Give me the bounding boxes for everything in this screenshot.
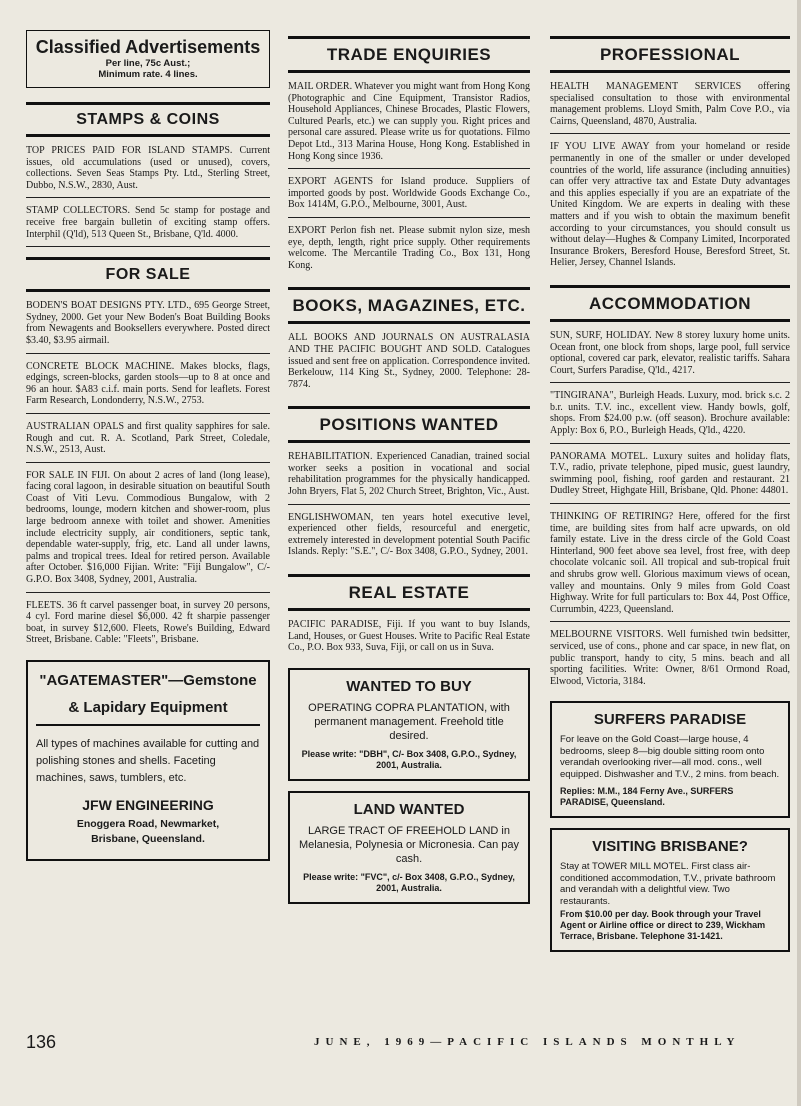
ad-live-away: IF YOU LIVE AWAY from your homeland or reside permanently in one of the smaller or under developed countries of the world, life assurance (including annuities) can offer very attractive tax and Estate Duty advantages and this applies especially if you are an expatriate of the United Kingdom. We are experts in dealing with these matters and if you wish to obtain the maximum benefit according to your circumstances, you should consult us without delay—Hughes & Company Limited, Incorporated Insurance Brokers, Beresford House, Beresford Street, St. Helier, Jersey, Channel Islands. (550, 141, 790, 269)
ad-rehabilitation: REHABILITATION. Experienced Canadian, trained social worker seeks a position in vocational and social rehabilitation programmes for the physically handicapped. John Bryers, Flat 5, 202 Church Street, Brighton, Vic., Aust. (288, 451, 530, 504)
wanted-to-buy-box (288, 668, 530, 781)
ad-fleets-boats: FLEETS. 36 ft carvel passenger boat, in survey 20 persons, 4 cyl. Ford marine diesel $6,000. 42 ft sharpie passenger boat, in survey $12,600. Fleets, Rowe's Building, Edward Street, Brisbane. Cable: "Fleets", Brisbane. (26, 599, 270, 646)
surfers-reply: Replies: M.M., 184 Ferny Ave., SURFERS PARADISE, Queensland. (560, 786, 734, 808)
classified-rate-line2: Minimum rate. 4 lines. (98, 69, 198, 80)
visiting-brisbane-box (550, 828, 790, 952)
ad-stamps-top-prices: TOP PRICES PAID FOR ISLAND STAMPS. Current issues, old accumulations (used or unused), covers, collections. Seven Seas Stamps Pty. Ltd., Sterling Street, Dubbo, N.S.W., 2830, Aust. (26, 145, 270, 198)
footer-title: JUNE, 1969—PACIFIC ISLANDS MONTHLY (314, 1036, 741, 1048)
ad-fiji-bungalow: FOR SALE IN FIJI. On about 2 acres of land (long lease), facing coral lagoon, in desirable situation on beautiful South Coast of Viti Levu. Commodious Bungalow, with 2 bedrooms, lounge, modern kitchen and shower-room, plus large bedroom annexe with toilet and shower. Amenities include electricity supply, air conditioners, septic tank, dependable water-supply, frig, etc. Land all under lawns, palms and tropical trees. Ideal for retired person. Available after October. $16,000 Fijian. Write: "Fiji Bungalow", C/- G.P.O. Box 3408, Sydney, 2001, Australia. (26, 470, 270, 593)
ad-bodens-boat: BODEN'S BOAT DESIGNS PTY. LTD., 695 George Street, Sydney, 2000. Get your New Boden's Boat Building Books from Newagents and Booksellers everywhere. Posted direct $3.40, $3.95 airmail. (26, 300, 270, 353)
wanted-body: OPERATING COPRA PLANTATION, with permanent management. Freehold title desired. (308, 701, 510, 742)
ad-stamp-collectors: STAMP COLLECTORS. Send 5c stamp for postage and receive free bargain bulletin of exciting stamp offers. Interphil (Q'ld), 513 Queen St., Brisbane, Q'ld. 4000. (26, 205, 270, 247)
visiting-title: VISITING BRISBANE? (592, 838, 748, 856)
surfers-paradise-box (550, 701, 790, 818)
heading-books: BOOKS, MAGAZINES, ETC. (288, 287, 530, 324)
ad-sun-surf-holiday: SUN, SURF, HOLIDAY. New 8 storey luxury home units. Ocean front, one block from shops, large pool, full service optional, covered car park, elevator, realistic tariffs. Sahara Court, Surfers Paradise, Q'ld., 4217. (550, 330, 790, 383)
ad-australian-opals: AUSTRALIAN OPALS and first quality sapphires for sale. Rough and cut. R. A. Scotland, Park Street, Coledale, N.S.W., 2513, Aust. (26, 421, 270, 463)
agatemaster-box (26, 660, 270, 861)
agate-body: All types of machines available for cutting and polishing stones and shells. Faceting machines, saws, tumblers, etc. (36, 738, 260, 784)
agate-address-1: Enoggera Road, Newmarket, (76, 818, 220, 830)
land-title: LAND WANTED (353, 800, 465, 818)
ad-melbourne-visitors: MELBOURNE VISITORS. Well furnished twin bedsitter, serviced, use of cons., phone and car space, in new flat, on public transport, handy to city, 5 mins. beach and all sporting facilities. Write: Owner, 8/61 Ormond Road, Elwood, Victoria, 3184. (550, 629, 790, 687)
visiting-body: Stay at TOWER MILL MOTEL. First class air-conditioned accommodation, T.V., private bathroom and verandah with a delightful view. Two restaurants. (560, 861, 776, 907)
ad-mail-order: MAIL ORDER. Whatever you might want from Hong Kong (Photographic and Cine Equipment, Transistor Radios, Household Appliances, Chinese Brocades, Plastic Flowers, Cultured Pearls, etc.) we can supply you. Right prices and personal care assured. Please write us for quotations. Filmo Depot Ltd., 313 Marina House, Hong Kong. Established in Hong Kong since 1936. (288, 81, 530, 169)
heading-trade-enquiries: TRADE ENQUIRIES (288, 36, 530, 73)
agate-divider (36, 724, 260, 726)
heading-for-sale: FOR SALE (26, 257, 270, 292)
ad-thinking-retiring: THINKING OF RETIRING? Here, offered for the first time, are building sites from half acre upwards, on old family estate. Live in the dress circle of the Gold Coast Hinterland, 900 feet above sea level, frost free, with deep chocolate volcanic soil. All tropical and sub-tropical fruit and shrubs grow well. Glorious maximum views of ocean, valley and mountains. Only 9 miles from Gold Coast Highway. Write for full particulars to: Box 44, Post Office, Currumbin, 4223, Queensland. (550, 511, 790, 622)
heading-real-estate: REAL ESTATE (288, 574, 530, 611)
ad-tingirana: "TINGIRANA", Burleigh Heads. Luxury, mod. brick s.c. 2 b.r. units. T.V. inc., excellent view. Handy bowls, golf, shops. From $24.00 p.w. (off season). Brochure available: Apply: Box 6, P.O., Burleigh Heads, Q'ld., 4220. (550, 390, 790, 443)
heading-positions-wanted: POSITIONS WANTED (288, 406, 530, 443)
agate-title-2: & Lapidary Equipment (68, 699, 228, 716)
column-right (550, 30, 790, 952)
ad-books-journals: ALL BOOKS AND JOURNALS ON AUSTRALASIA AND THE PACIFIC BOUGHT AND SOLD. Catalogues issued and sent free on application. Correspondence invited. Berkelouw, 114 King St., Sydney, 2000. Telephone: 28-7874. (288, 332, 530, 390)
wanted-reply: Please write: "DBH", C/- Box 3408, G.P.O., Sydney, 2001, Australia. (301, 748, 517, 770)
page-edge-shadow (797, 0, 801, 1106)
classified-rate-line1: Per line, 75c Aust.; (105, 58, 191, 69)
ad-export-agents: EXPORT AGENTS for Island produce. Suppliers of imported goods by post. Worldwide Goods Exchange Co., Box 1414M, G.P.O., Melbourne, 3001, Aust. (288, 176, 530, 218)
land-reply: Please write: "FVC", c/- Box 3408, G.P.O., Sydney, 2001, Australia. (303, 871, 515, 893)
agate-company: JFW ENGINEERING (82, 797, 214, 813)
column-middle (288, 30, 530, 904)
ad-englishwoman: ENGLISHWOMAN, ten years hotel executive level, experienced other fields, resourceful and energetic, extremely interested in development potential South Pacific Islands. Reply: "S.E.", C/- Box 3408, G.P.O., Sydney, 2001. (288, 511, 530, 558)
wanted-title: WANTED TO BUY (346, 677, 472, 695)
surfers-body: For leave on the Gold Coast—large house, 4 bedrooms, sleep 8—big double sitting room onto verandah overlooking river—all mod. cons., well equipped. Dishwasher and T.V., 2 mins. from beach. (560, 734, 780, 780)
ad-export-perlon: EXPORT Perlon fish net. Please submit nylon size, mesh eye, depth, length, right price supply. Other requirements welcome. The Mercantile Trading Co., Box 131, Hong Kong. (288, 224, 530, 271)
heading-accommodation: ACCOMMODATION (550, 285, 790, 322)
ad-pacific-paradise: PACIFIC PARADISE, Fiji. If you want to buy Islands, Land, Houses, or Guest Houses. Write to Pacific Real Estate Co., P.O. Box 933, Suva, Fiji, or call on us in Suva. (288, 619, 530, 654)
surfers-title: SURFERS PARADISE (593, 711, 747, 729)
ad-concrete-block: CONCRETE BLOCK MACHINE. Makes blocks, flags, edgings, screen-blocks, garden stools—up to 8 at once and 96 an hour. $A83 c.i.f. main ports. Send for leaflets. Forest Farm Research, Londonderry, N.S.W., 2753. (26, 361, 270, 414)
land-wanted-box (288, 791, 530, 904)
visiting-bold: From $10.00 per day. Book through your Travel Agent or Airline office or direct to 239, Wickham Terrace, Brisbane. Telephone 31-1421. (560, 909, 766, 942)
agate-address-2: Brisbane, Queensland. (91, 833, 205, 845)
heading-stamps-coins: STAMPS & COINS (26, 102, 270, 137)
agate-title-1: "AGATEMASTER"—Gemstone (39, 672, 257, 689)
heading-professional: PROFESSIONAL (550, 36, 790, 73)
ad-health-management: HEALTH MANAGEMENT SERVICES offering specialised consultation to those with environmental management problems. Lloyd Smith, Palm Cove P.O., via Cairns, Queensland, 4870, Australia. (550, 81, 790, 134)
ad-panorama-motel: PANORAMA MOTEL. Luxury suites and holiday flats, T.V., radio, private telephone, piped music, guest laundry, swimming pool, fishing, roof garden and restaurant. 21 Dudley Street, Highgate Hill, Brisbane, Qld. Phone: 44801. (550, 451, 790, 504)
page-number: 136 (26, 1032, 57, 1052)
column-left (26, 30, 270, 861)
classified-title: Classified Advertisements (35, 37, 261, 57)
classified-header-box (26, 30, 270, 88)
land-body: LARGE TRACT OF FREEHOLD LAND in Melanesia, Polynesia or Micronesia. Can pay cash. (298, 824, 520, 865)
